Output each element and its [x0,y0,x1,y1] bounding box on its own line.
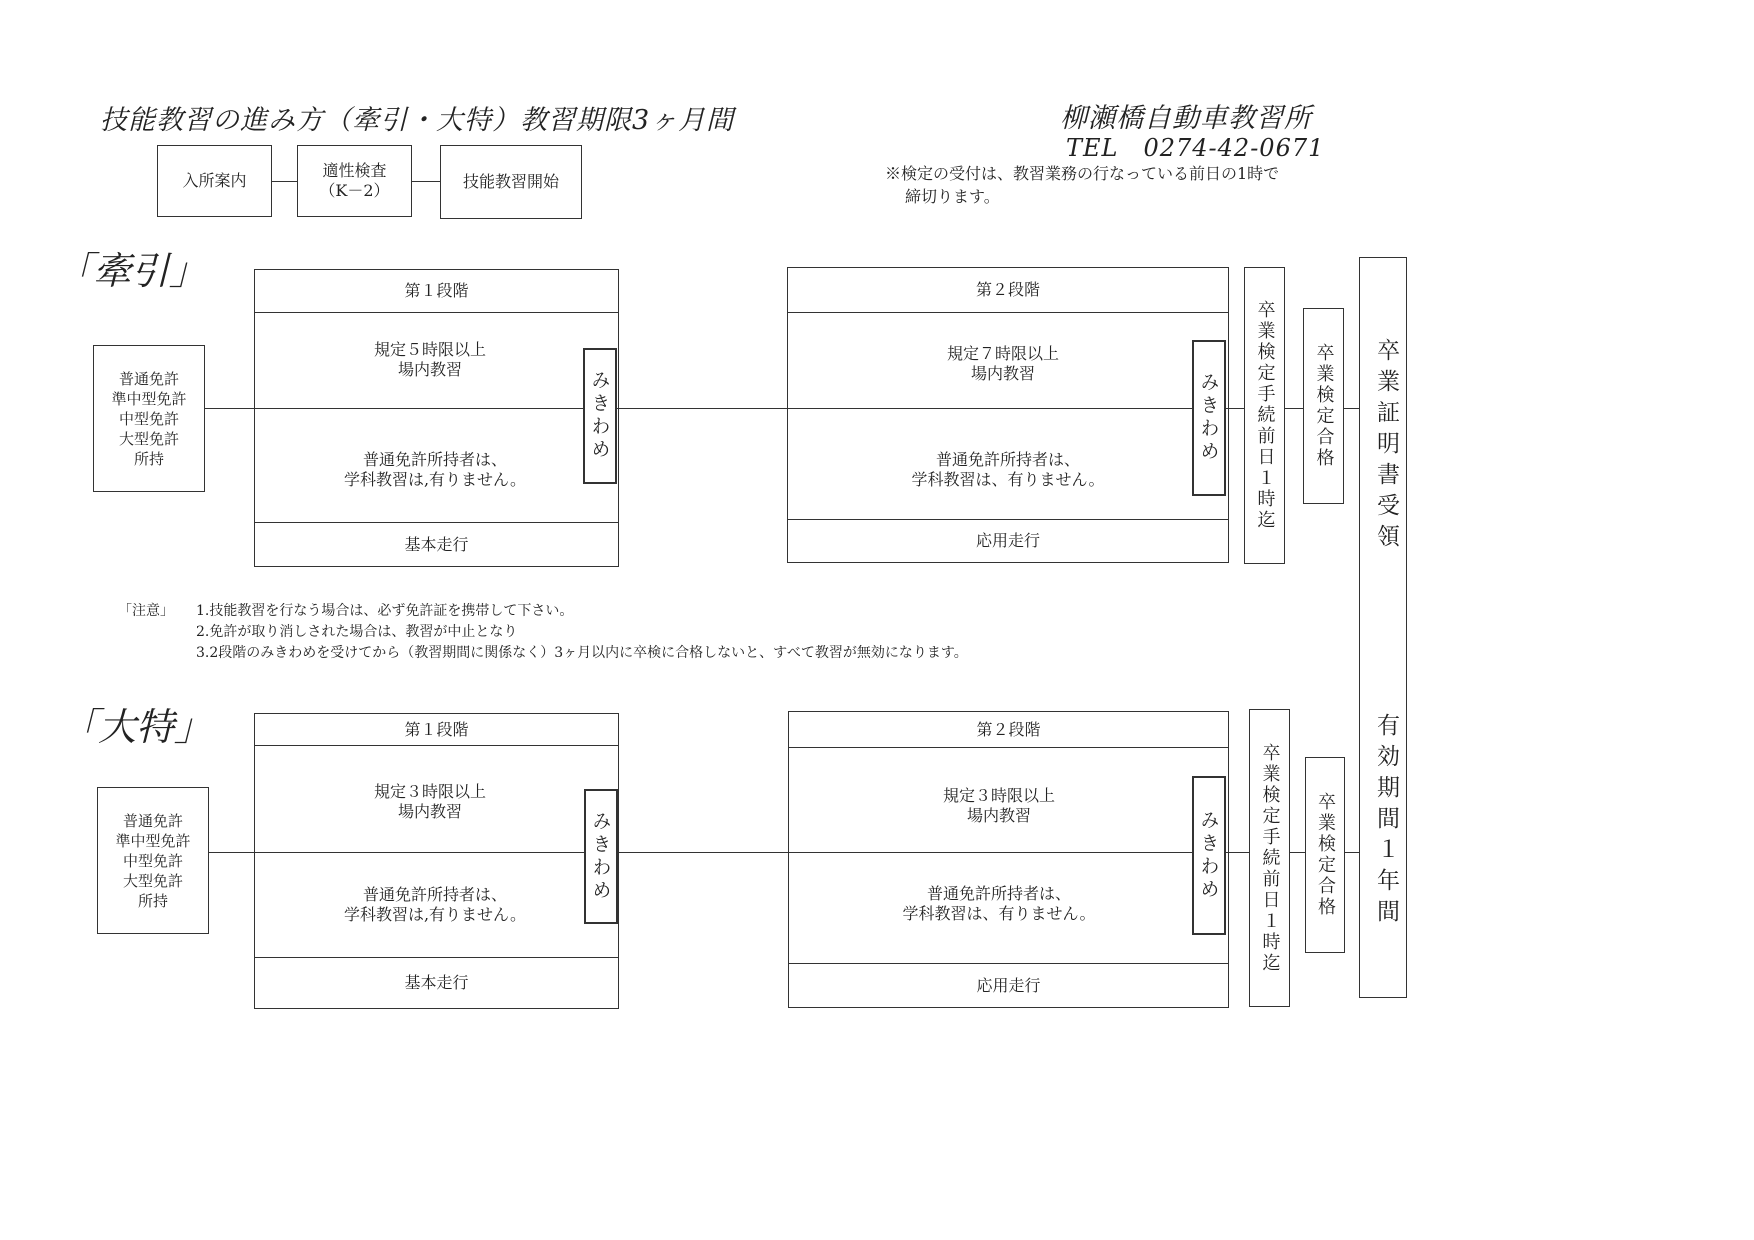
special-stage2-note-line-2: 学科教習は、有りません。 [902,904,1096,923]
certificate-receipt: 卒業証明書受領 [1373,338,1399,555]
towing-license-line-4: 大型免許 [118,429,179,448]
towing-license-box [93,345,205,492]
intro-step-admission [157,145,272,217]
towing-stage2-note-line-1: 普通免許所持者は、 [935,450,1080,469]
towing-section-label: 「牽引」 [55,249,208,293]
note-item-3: 3.2段階のみきわめを受けてから（教習期間に関係なく）3ヶ月以内に卒検に合格しないと、すべて教習が無効になります。 [196,645,968,661]
special-stage2-mikiwame-label: みきわめ [1197,809,1220,902]
towing-stage1-note-line-2: 学科教習は,有りません。 [343,470,527,489]
note-item-1: 1.技能教習を行なう場合は、必ず免許証を携帯して下さい。 [196,603,574,619]
special-exam-procedure-label: 卒業検定手続前日１時迄 [1259,742,1281,974]
school-name: 柳瀬橋自動車教習所 [1060,103,1312,134]
special-license-line-4: 大型免許 [122,871,183,890]
towing-stage2-box [787,267,1229,563]
towing-stage2-requirement [888,344,1118,384]
towing-stage1-footer-label: 基本走行 [404,534,469,554]
special-license-line-3: 中型免許 [122,851,183,870]
intro-step-aptitude-label: 適性検査 [322,161,387,180]
special-stage1-footer-label: 基本走行 [404,973,469,992]
special-stage1-req-place: 場内教習 [397,802,462,821]
special-stage1-note [295,885,575,925]
special-stage1-note-line-1: 普通免許所持者は、 [362,885,507,904]
towing-stage1-req-place: 場内教習 [397,360,462,379]
towing-stage2-mikiwame [1192,340,1226,496]
towing-license-line-2: 準中型免許 [111,389,187,408]
special-license-line-1: 普通免許 [122,811,183,830]
towing-stage1-mikiwame-label: みきわめ [588,370,611,462]
special-stage1-requirement [315,782,545,822]
certificate-validity: 有効期間１年間 [1373,713,1399,930]
special-license-line-5: 所持 [137,891,168,910]
towing-stage1-header-label: 第１段階 [404,281,469,300]
special-stage1-mikiwame [584,789,618,924]
intro-step-aptitude-code: （K－2） [319,181,390,200]
towing-license-line-3: 中型免許 [118,409,179,428]
intro-step-admission-label: 入所案内 [182,171,247,190]
towing-stage2-header-label: 第２段階 [975,280,1040,299]
special-stage2-note-line-1: 普通免許所持者は、 [926,884,1071,903]
special-stage2-header-label: 第２段階 [976,719,1041,739]
towing-stage1-box [254,269,619,567]
special-stage2-footer [789,963,1228,1007]
towing-exam-pass-box [1303,308,1344,504]
towing-stage1-note [295,450,575,490]
intro-step-training-start-label: 技能教習開始 [462,172,559,191]
special-stage1-req-hours: 規定３時限以上 [373,782,486,801]
towing-exam-procedure-label: 卒業検定手続前日１時迄 [1254,300,1276,531]
intro-connector-1 [272,181,297,182]
special-stage1-note-line-2: 学科教習は,有りません。 [343,905,527,924]
special-stage2-req-place: 場内教習 [966,806,1031,825]
special-stage2-note [859,884,1139,924]
special-stage2-box [788,711,1229,1008]
towing-stage2-req-place: 場内教習 [970,364,1035,383]
special-stage2-header [789,712,1228,748]
special-stage1-box [254,713,619,1009]
towing-license-line-5: 所持 [133,449,164,468]
certificate-column [1359,257,1407,998]
towing-stage1-req-hours: 規定５時限以上 [373,340,486,359]
towing-stage1-footer [255,522,618,566]
intro-step-aptitude [297,145,412,217]
special-stage1-header [255,714,618,746]
towing-stage1-mikiwame [583,348,617,484]
special-stage1-mikiwame-label: みきわめ [589,810,612,903]
towing-stage2-header [788,268,1228,313]
intro-connector-2 [412,181,440,182]
special-exam-pass-label: 卒業検定合格 [1315,792,1336,918]
towing-stage1-header [255,270,618,313]
special-stage2-mikiwame [1192,776,1226,935]
towing-stage2-req-hours: 規定７時限以上 [946,344,1059,363]
special-license-line-2: 準中型免許 [115,831,191,850]
note-item-2: 2.免許が取り消しされた場合は、教習が中止となり [196,624,518,640]
special-stage2-req-hours: 規定３時限以上 [942,786,1055,805]
special-section-label: 「大特」 [60,705,213,749]
towing-exam-pass-label: 卒業検定合格 [1313,343,1335,469]
notice-line-1: ※検定の受付は、教習業務の行なっている前日の1時で [885,164,1280,183]
school-tel: TEL 0274-42-0671 [1066,134,1325,162]
notice-line-2: 締切ります。 [905,187,1000,206]
special-stage1-header-label: 第１段階 [404,719,469,739]
towing-stage1-requirement [315,340,545,380]
towing-stage2-mikiwame-label: みきわめ [1197,372,1220,464]
special-exam-pass-box [1305,757,1345,953]
towing-stage1-note-line-1: 普通免許所持者は、 [362,450,507,469]
towing-stage2-footer-label: 応用走行 [975,531,1040,550]
towing-exam-procedure-box [1244,267,1285,564]
special-stage2-footer-label: 応用走行 [976,975,1041,995]
towing-stage2-footer [788,519,1228,562]
special-license-box [97,787,209,934]
towing-license-line-1: 普通免許 [118,369,179,388]
special-stage1-footer [255,957,618,1008]
intro-step-training-start [440,145,582,219]
towing-stage2-note [868,450,1148,490]
page-title: 技能教習の進み方（牽引・大特）教習期限3ヶ月間 [100,105,735,136]
notes-label: 「注意」 [118,603,174,619]
towing-stage2-note-line-2: 学科教習は、有りません。 [911,470,1105,489]
special-exam-procedure-box [1249,709,1290,1007]
special-stage2-requirement [884,786,1114,826]
